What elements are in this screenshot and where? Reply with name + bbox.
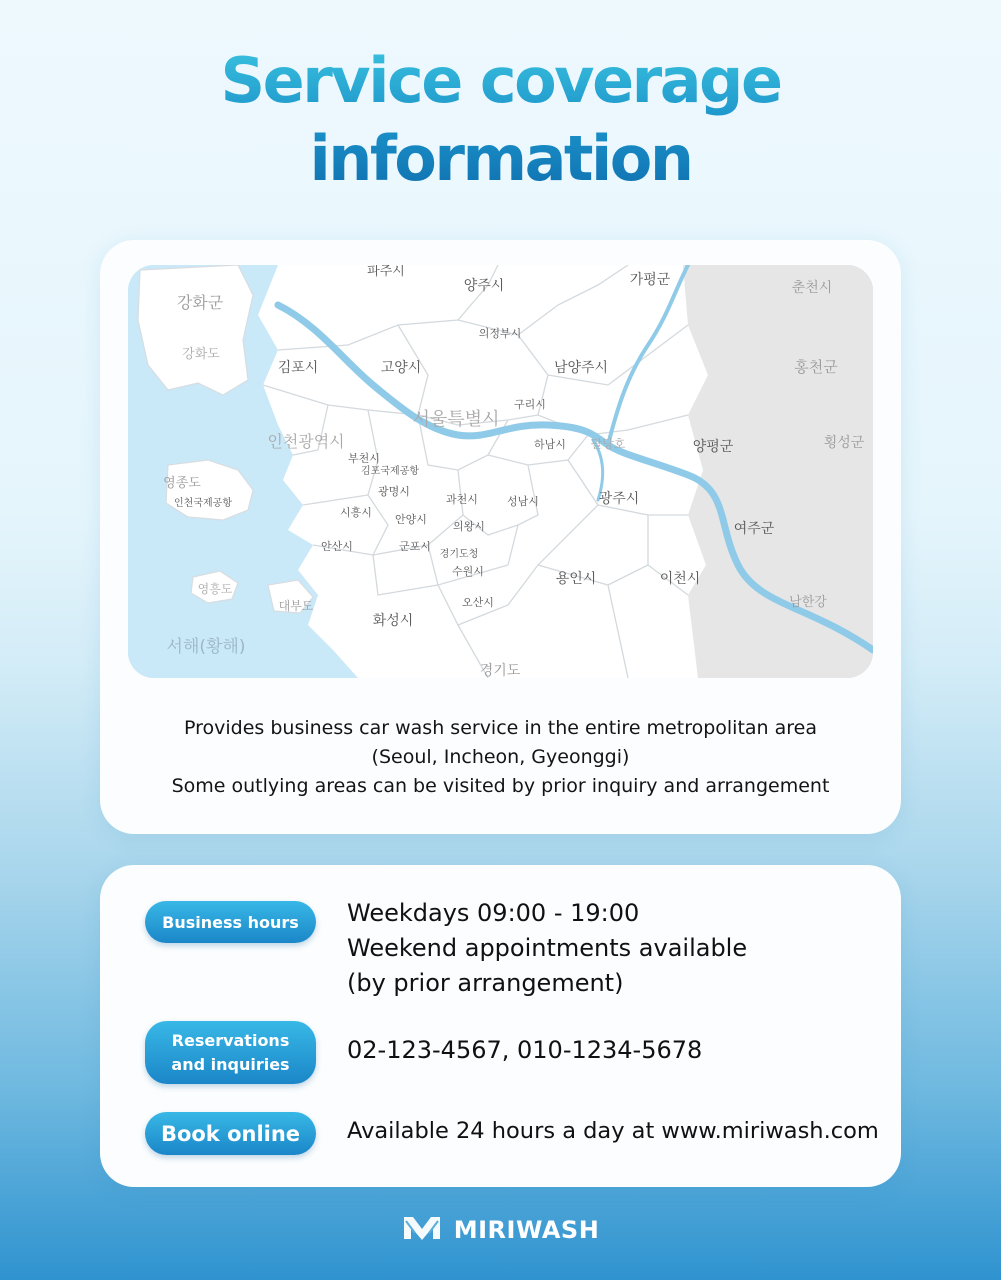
map-label-paldangho: 팔당호: [590, 437, 626, 451]
map-label-incheon-airport: 인천국제공항: [174, 498, 232, 509]
page-title-line1: Service coverage: [220, 44, 781, 117]
caption-line-3: Some outlying areas can be visited by prior inquiry and arrangement: [171, 775, 830, 797]
map-label-ansan: 안산시: [321, 540, 353, 553]
map-label-gyeonggido: 경기도: [479, 663, 521, 678]
map-label-uiwang: 의왕시: [453, 520, 485, 533]
map-label-gwangju: 광주시: [598, 491, 640, 507]
map-label-gunpo: 군포시: [399, 540, 431, 553]
phone-numbers: 02-123-4567, 010-1234-5678: [347, 1036, 703, 1064]
map-label-incheon: 인천광역시: [267, 432, 345, 451]
map-label-gwacheon: 과천시: [446, 493, 478, 506]
map-label-anyang: 안양시: [395, 513, 427, 526]
hours-line-3: (by prior arrangement): [347, 969, 624, 997]
map-label-namhangang: 남한강: [789, 595, 827, 610]
page-title-line2: information: [309, 122, 692, 195]
brand-footer: [0, 1208, 1001, 1252]
miriwash-logo-icon: [402, 1213, 442, 1247]
reservations-label-line1: Reservations: [171, 1030, 290, 1050]
reservations-badge[interactable]: [145, 1021, 316, 1084]
coverage-map: [128, 265, 873, 678]
business-hours-badge[interactable]: [145, 901, 316, 943]
map-label-paju: 파주시: [367, 265, 405, 279]
map-label-yongin: 용인시: [555, 571, 597, 587]
online-booking-value: Available 24 hours a day at www.miriwash.com: [347, 1118, 879, 1144]
business-hours-value: [347, 896, 747, 1001]
hours-line-1: Weekdays 09:00 - 19:00: [347, 899, 640, 927]
map-label-gimpo-airport: 김포국제공항: [361, 466, 419, 477]
outside-region: [673, 265, 873, 678]
map-label-bucheon: 부천시: [348, 452, 380, 465]
map-label-seongnam: 성남시: [507, 495, 539, 508]
book-online-label: Book online: [160, 1121, 301, 1146]
map-label-hongcheon: 홍천군: [794, 358, 838, 376]
reservations-label: [171, 1029, 289, 1077]
map-label-yeoju: 여주군: [733, 521, 775, 537]
map-label-yangju: 양주시: [463, 278, 505, 294]
caption-line-1: Provides business car wash service in the entire metropolitan area: [183, 717, 818, 739]
map-label-uijeongbu: 의정부시: [478, 327, 522, 340]
map-label-osan: 오산시: [462, 596, 494, 609]
map-label-ganghwa-gun: 강화군: [176, 293, 224, 312]
map-label-gimpo: 김포시: [277, 360, 319, 376]
map-label-gwangmyeong: 광명시: [378, 485, 410, 498]
map-label-suwon: 수원시: [452, 565, 484, 578]
book-online-button[interactable]: [145, 1112, 316, 1155]
business-hours-label: Business hours: [162, 912, 299, 932]
map-label-daebudo: 대부도: [278, 599, 314, 613]
map-label-gyeonggi-office: 경기도청: [439, 549, 479, 560]
map-label-siheung: 시흥시: [340, 506, 372, 519]
coverage-description: [100, 714, 901, 801]
map-label-namyangju: 남양주시: [553, 360, 609, 376]
map-label-icheon: 이천시: [659, 571, 701, 587]
contact-info-card: [100, 865, 901, 1187]
page-title: [0, 42, 1001, 198]
map-label-chuncheon: 춘천시: [791, 280, 833, 296]
map-label-yellow-sea: 서해(황해): [166, 637, 246, 657]
map-label-yangpyeong: 양평군: [692, 439, 734, 455]
map-label-seoul: 서울특별시: [412, 409, 500, 430]
map-label-goyang: 고양시: [380, 360, 422, 376]
map-label-hoengseong: 횡성군: [823, 435, 865, 451]
map-label-ganghwa-do: 강화도: [182, 347, 220, 362]
hours-line-2: Weekend appointments available: [347, 934, 748, 962]
map-label-guri: 구리시: [514, 398, 546, 411]
map-label-hwaseong: 화성시: [372, 613, 414, 629]
map-label-hanam: 하남시: [534, 438, 566, 451]
caption-line-2: (Seoul, Incheon, Gyeonggi): [371, 746, 630, 768]
map-label-yeongheungdo: 영흥도: [197, 582, 233, 596]
coverage-map-card: [100, 240, 901, 834]
brand-name: MIRIWASH: [453, 1216, 600, 1244]
reservations-label-line2: and inquiries: [171, 1054, 290, 1074]
map-label-yeongjongdo: 영종도: [163, 476, 201, 491]
map-label-gapyeong: 가평군: [629, 272, 671, 288]
